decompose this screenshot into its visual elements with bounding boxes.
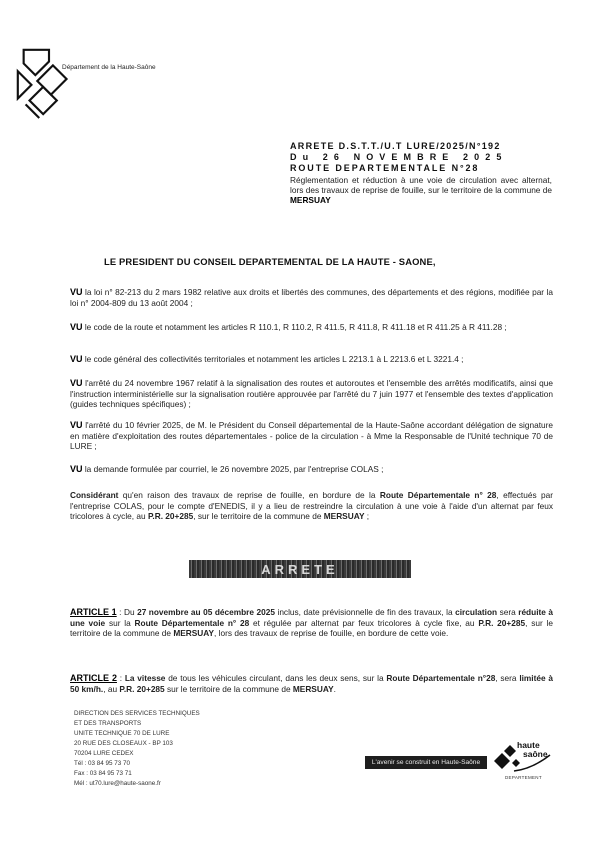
decree-reference: ARRETE D.S.T.T./U.T LURE/2025/N°192 <box>290 141 501 151</box>
department-name: Département de la Haute-Saône <box>62 64 156 71</box>
department-logo-icon <box>10 42 88 120</box>
haute-saone-caption: DEPARTEMENT <box>505 775 542 780</box>
arrete-banner: ARRETE <box>189 560 411 578</box>
commune-name: MERSUAY <box>290 195 331 205</box>
considerant-paragraph: Considérant qu'en raison des travaux de reprise de fouille, en bordure de la Route Départementale n° 28, effectués par l'entreprise COLAS, pour le compte d'ENEDIS, il y a lieu de restreindre la circulation à une voie à l'aide d'un alternat par feux tricolores à cycle, au P.R. 20+285, sur le territoire de la commune de MERSUAY ; <box>70 490 553 521</box>
vu-item: VU le code de la route et notamment les articles R 110.1, R 110.2, R 411.5, R 411.8, R 411.18 et R 411.25 à R 411.28 ; <box>70 322 507 332</box>
vu-item: VU l'arrêté du 10 février 2025, de M. le Président du Conseil départemental de la Haute-Saône accordant délégation de signature en matière d'exploitation des routes départementales - police de la circulation - à Mme la Responsable de l'Unité technique 70 de LURE ; <box>70 420 553 451</box>
decree-route: ROUTE DEPARTEMENTALE N°28 <box>290 163 480 173</box>
vu-item: VU la loi n° 82-213 du 2 mars 1982 relative aux droits et libertés des communes, des départements et des régions, modifiée par la loi n° 2004-809 du 13 août 2004 ; <box>70 287 554 308</box>
footer-slogan: L'avenir se construit en Haute-Saône <box>365 756 487 769</box>
article-2: ARTICLE 2 : La vitesse de tous les véhicules circulant, dans les deux sens, sur la Route Départementale n°28, sera limitée à 50 km/h., au P.R. 20+285 sur le territoire de la commune de MERSUAY. <box>70 673 553 694</box>
vu-item: VU le code général des collectivités territoriales et notamment les articles L 2213.1 à L 2213.6 et L 3221.4 ; <box>70 354 464 364</box>
vu-item: VU l'arrêté du 24 novembre 1967 relatif à la signalisation des routes et autoroutes et l'ensemble des arrêtés modificatifs, ainsi que l'instruction interministérielle sur la signalisation routière approuvée par l'arrêté du 7 juin 1977 et l'ensemble des textes d'application (guides techniques spécifiques) ; <box>70 378 553 409</box>
footer-address: DIRECTION DES SERVICES TECHNIQUES ET DES TRANSPORTS UNITE TECHNIQUE 70 DE LURE 20 RUE DES CLOSEAUX - BP 103 70204 LURE CEDEX Tél : 03 84 95 73 70 Fax : 03 84 95 73 71 Mél : ut70.lure@haute-saone.fr <box>74 710 200 787</box>
haute-saone-wordmark: haute saône <box>517 740 548 759</box>
decree-header <box>290 141 552 205</box>
article-1: ARTICLE 1 : Du 27 novembre au 05 décembre 2025 inclus, date prévisionnelle de fin des travaux, la circulation sera réduite à une voie sur la Route Départementale n° 28 et régulée par alternat par feux tricolores à cycle fixe, au P.R. 20+285, sur le territoire de la commune de MERSUAY, lors des travaux de reprise de fouille, en bordure de cette voie. <box>70 607 553 638</box>
president-title: LE PRESIDENT DU CONSEIL DEPARTEMENTAL DE LA HAUTE - SAONE, <box>104 256 436 267</box>
vu-item: VU la demande formulée par courriel, le 26 novembre 2025, par l'entreprise COLAS ; <box>70 464 384 474</box>
decree-subject: Réglementation et réduction à une voie de circulation avec alternat, lors des travaux de reprise de fouille, sur le territoire de la commune de MERSUAY <box>290 175 552 205</box>
decree-date: Du 26 NOVEMBRE 2025 <box>290 152 508 162</box>
